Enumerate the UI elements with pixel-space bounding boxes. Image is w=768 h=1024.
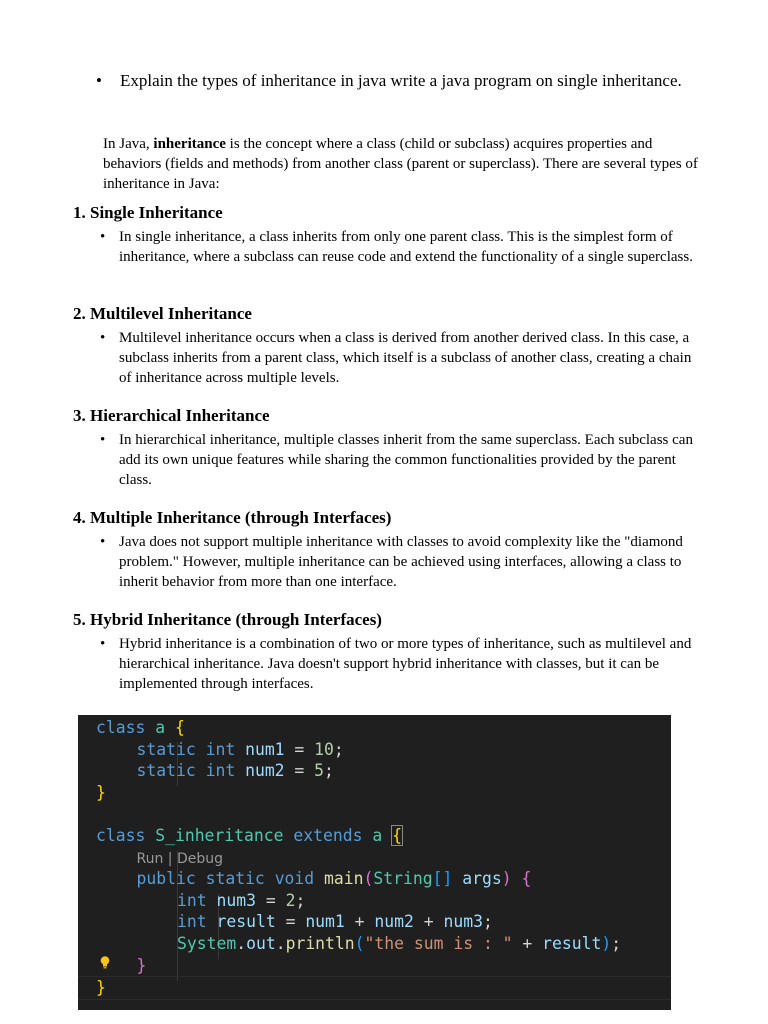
code-token: num1 <box>305 912 345 932</box>
code-token: static <box>205 869 265 889</box>
intro-paragraph <box>103 134 703 194</box>
codelens-run-debug[interactable]: Run | Debug <box>136 850 224 867</box>
code-token: 2 <box>285 890 296 910</box>
code-token: main <box>324 869 364 889</box>
code-token <box>382 826 392 845</box>
code-token: = <box>255 890 286 910</box>
code-token: extends <box>293 826 363 845</box>
code-token <box>196 761 206 780</box>
code-token: out <box>246 934 276 953</box>
code-token: { <box>174 718 185 737</box>
bullet: • <box>100 330 106 346</box>
code-token <box>145 718 155 737</box>
list-item-text: Hybrid inheritance is a combination of two or more types of inheritance, such as multilevel and hierarchical inheritance. Java doesn't support hybrid inheritance with classes, but it can be implemented through interfaces. <box>119 636 692 692</box>
code-token: a <box>372 826 383 845</box>
code-token: int <box>205 739 236 759</box>
code-token: num3 <box>216 890 256 910</box>
lightbulb-icon[interactable] <box>100 956 110 969</box>
list-item-hybrid <box>100 635 700 694</box>
code-token: } <box>136 955 147 975</box>
list-item-text: In hierarchical inheritance, multiple classes inherit from the same superclass. Each subclass can add its own unique features while sharing the common functionalities provided by the parent class. <box>119 432 693 488</box>
code-token: public <box>136 869 196 889</box>
code-token <box>284 826 294 845</box>
code-token: [] <box>432 869 453 889</box>
code-token: { <box>521 869 532 889</box>
code-token: ; <box>295 890 306 910</box>
code-token <box>235 740 245 759</box>
code-token <box>145 826 155 845</box>
code-token: ; <box>611 934 622 953</box>
question-text: Explain the types of inheritance in java write a java program on single inheritance. <box>120 71 682 90</box>
code-token: S_inheritance <box>155 826 284 845</box>
code-token: ; <box>324 761 334 781</box>
list-item-text: Java does not support multiple inheritance with classes to avoid complexity like the "diamond problem." However, multiple inheritance can be achieved using interfaces, allowing a class to inherit behavior from more than one interface. <box>119 534 683 590</box>
code-token <box>235 761 245 780</box>
code-token: + <box>413 912 444 932</box>
list-item-text: In single inheritance, a class inherits from only one parent class. This is the simplest form of inheritance, where a subclass can reuse code and extend the functionality of a single superclass. <box>119 229 693 265</box>
code-token: int <box>205 761 236 781</box>
code-token: args <box>462 869 502 889</box>
code-token: class <box>96 718 146 737</box>
code-token: "the sum is : " <box>364 934 513 953</box>
code-token: } <box>96 978 106 998</box>
intro-before: In Java, <box>103 136 154 152</box>
heading-hybrid-inheritance: 5. Hybrid Inheritance (through Interfaces) <box>73 610 382 629</box>
question-bullet: • <box>96 71 102 90</box>
code-token <box>196 740 206 759</box>
code-token: . <box>275 934 286 953</box>
bullet: • <box>100 534 106 550</box>
code-token <box>265 869 275 888</box>
code-token: int <box>177 912 207 932</box>
code-token: ; <box>482 912 493 932</box>
heading-multilevel-inheritance: 2. Multilevel Inheritance <box>73 304 252 323</box>
code-token: = <box>284 761 315 781</box>
code-token <box>207 891 217 910</box>
code-token: num1 <box>245 739 285 759</box>
bullet: • <box>100 229 106 245</box>
code-token: } <box>96 782 106 802</box>
code-screenshot <box>78 715 671 1010</box>
code-token: { <box>392 826 402 845</box>
list-item-single <box>100 228 700 268</box>
code-token <box>196 869 206 888</box>
code-token <box>452 869 462 888</box>
intro-bold-term: inheritance <box>153 136 226 152</box>
code-token <box>362 826 372 845</box>
code-token: result <box>216 912 276 932</box>
list-item-multiple <box>100 533 700 592</box>
code-token: ( <box>354 934 365 953</box>
code-token <box>314 869 324 888</box>
code-token: . <box>236 934 247 953</box>
list-item-multilevel <box>100 329 700 388</box>
code-token: System <box>177 934 237 953</box>
code-token: 10 <box>314 739 334 759</box>
code-token: int <box>177 890 207 910</box>
heading-hierarchical-inheritance: 3. Hierarchical Inheritance <box>73 406 270 425</box>
code-token: num2 <box>245 761 285 781</box>
bullet: • <box>100 636 106 652</box>
intro-after: is the concept where a class (child or subclass) acquires properties and behaviors (fields and methods) from another class (parent or superclass). There are several types of inheritance in Java: <box>103 136 698 192</box>
list-item-hierarchical <box>100 431 700 490</box>
code-line <box>78 976 671 1000</box>
code-token: ) <box>501 869 512 889</box>
code-token <box>512 869 522 888</box>
code-token <box>207 912 217 931</box>
code-token: String <box>373 869 433 889</box>
code-token: num2 <box>374 912 414 932</box>
code-token: ; <box>333 739 344 759</box>
code-token: 5 <box>314 761 325 781</box>
question <box>96 71 696 90</box>
bullet: • <box>100 432 106 448</box>
code-token: ) <box>601 934 612 953</box>
code-token: = <box>275 912 306 932</box>
code-token: static <box>136 739 196 759</box>
heading-multiple-inheritance: 4. Multiple Inheritance (through Interfaces) <box>73 508 392 527</box>
heading-single-inheritance: 1. Single Inheritance <box>73 203 223 222</box>
code-token <box>165 718 175 737</box>
code-token: void <box>274 869 315 889</box>
code-token: a <box>155 718 166 737</box>
code-token: static <box>136 761 196 781</box>
code-token: + <box>512 934 543 953</box>
list-item-text: Multilevel inheritance occurs when a class is derived from another derived class. In this case, a subclass inherits from a parent class, which itself is a subclass of another class, creating a chain of inheritance across multiple levels. <box>119 330 692 386</box>
code-token: println <box>285 934 355 953</box>
code-token: result <box>542 934 602 953</box>
code-token: ( <box>363 869 374 889</box>
code-token: num3 <box>443 912 483 932</box>
code-token: + <box>344 912 375 932</box>
code-token: class <box>96 826 146 845</box>
code-token: = <box>284 739 315 759</box>
